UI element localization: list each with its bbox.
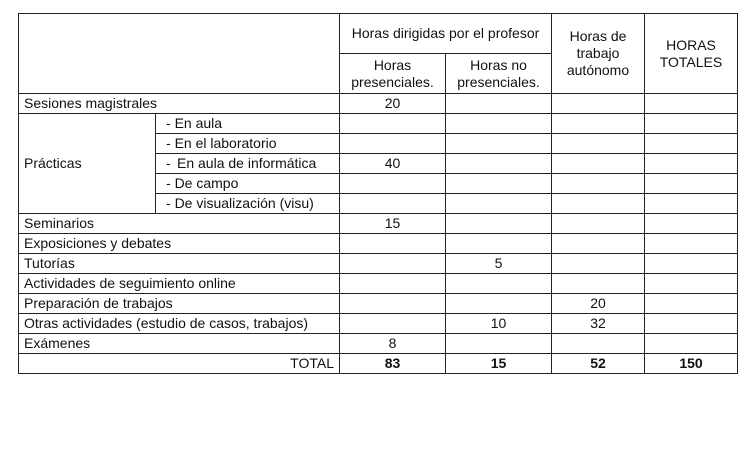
table-row	[19, 234, 738, 254]
cell-autonomous: 32	[552, 314, 645, 334]
cell-presential	[340, 174, 446, 194]
row-label: Sesiones magistrales	[19, 94, 340, 114]
header-autonomous-hours: Horas de trabajo autónomo	[552, 14, 645, 94]
cell-non-presential	[446, 234, 552, 254]
cell-presential	[340, 194, 446, 214]
row-label: Exámenes	[19, 334, 340, 354]
header-directed-hours: Horas dirigidas por el profesor	[340, 14, 552, 54]
table-row	[19, 214, 738, 234]
table-row	[19, 314, 738, 334]
cell-total	[645, 154, 738, 174]
cell-autonomous	[552, 214, 645, 234]
cell-presential	[340, 294, 446, 314]
table-row	[19, 94, 738, 114]
cell-total	[645, 114, 738, 134]
cell-total	[645, 214, 738, 234]
cell-presential	[340, 114, 446, 134]
header-presential-hours: Horas presenciales.	[340, 54, 446, 94]
cell-autonomous	[552, 134, 645, 154]
cell-total	[645, 274, 738, 294]
hours-table-container	[18, 13, 737, 374]
cell-autonomous	[552, 194, 645, 214]
cell-autonomous	[552, 174, 645, 194]
cell-non-presential	[446, 294, 552, 314]
sub-row-label: - En el laboratorio	[166, 135, 277, 151]
cell-presential: 15	[340, 214, 446, 234]
cell-non-presential	[446, 154, 552, 174]
cell-presential	[340, 314, 446, 334]
total-hours: 150	[645, 354, 738, 374]
total-non-presential: 15	[446, 354, 552, 374]
table-row	[19, 334, 738, 354]
cell-total	[645, 294, 738, 314]
cell-autonomous	[552, 114, 645, 134]
cell-non-presential	[446, 94, 552, 114]
cell-autonomous: 20	[552, 294, 645, 314]
row-label: Tutorías	[19, 254, 340, 274]
cell-presential	[340, 254, 446, 274]
sub-row-label: - En aula	[166, 115, 222, 131]
cell-total	[645, 254, 738, 274]
cell-presential	[340, 274, 446, 294]
cell-presential: 20	[340, 94, 446, 114]
cell-presential: 8	[340, 334, 446, 354]
cell-autonomous	[552, 334, 645, 354]
cell-total	[645, 234, 738, 254]
table-row	[19, 294, 738, 314]
cell-presential: 40	[340, 154, 446, 174]
cell-non-presential	[446, 274, 552, 294]
cell-non-presential	[446, 174, 552, 194]
cell-non-presential: 10	[446, 314, 552, 334]
row-label: Seminarios	[19, 214, 340, 234]
cell-total	[645, 134, 738, 154]
cell-non-presential	[446, 194, 552, 214]
header-empty-cell	[19, 14, 340, 94]
table-row	[19, 274, 738, 294]
cell-total	[645, 334, 738, 354]
row-label: Exposiciones y debates	[19, 234, 340, 254]
cell-non-presential	[446, 114, 552, 134]
table-row	[19, 114, 738, 134]
cell-total	[645, 194, 738, 214]
sub-row-label: - De campo	[166, 175, 238, 191]
header-non-presential-hours: Horas no presenciales.	[446, 54, 552, 94]
sub-row-label: - De visualización (visu)	[166, 195, 314, 211]
cell-autonomous	[552, 154, 645, 174]
header-row-1	[19, 14, 738, 54]
total-autonomous: 52	[552, 354, 645, 374]
cell-total	[645, 174, 738, 194]
header-total-hours: HORAS TOTALES	[645, 14, 738, 94]
total-label: TOTAL	[19, 354, 340, 374]
cell-autonomous	[552, 94, 645, 114]
table-row	[19, 254, 738, 274]
cell-total	[645, 94, 738, 114]
cell-non-presential	[446, 214, 552, 234]
cell-non-presential	[446, 134, 552, 154]
cell-non-presential: 5	[446, 254, 552, 274]
cell-presential	[340, 234, 446, 254]
row-label-practicas: Prácticas	[19, 114, 156, 214]
row-label: Preparación de trabajos	[19, 294, 340, 314]
cell-autonomous	[552, 234, 645, 254]
table-row: - En aula de informática 40	[19, 154, 738, 174]
total-presential: 83	[340, 354, 446, 374]
sub-row-label: En aula de informática	[177, 155, 317, 171]
row-label: Actividades de seguimiento online	[19, 274, 340, 294]
total-row	[19, 354, 738, 374]
cell-autonomous	[552, 274, 645, 294]
cell-non-presential	[446, 334, 552, 354]
row-label: Otras actividades (estudio de casos, trabajos)	[19, 314, 340, 334]
cell-presential	[340, 134, 446, 154]
hours-table	[18, 13, 738, 374]
cell-total	[645, 314, 738, 334]
cell-autonomous	[552, 254, 645, 274]
